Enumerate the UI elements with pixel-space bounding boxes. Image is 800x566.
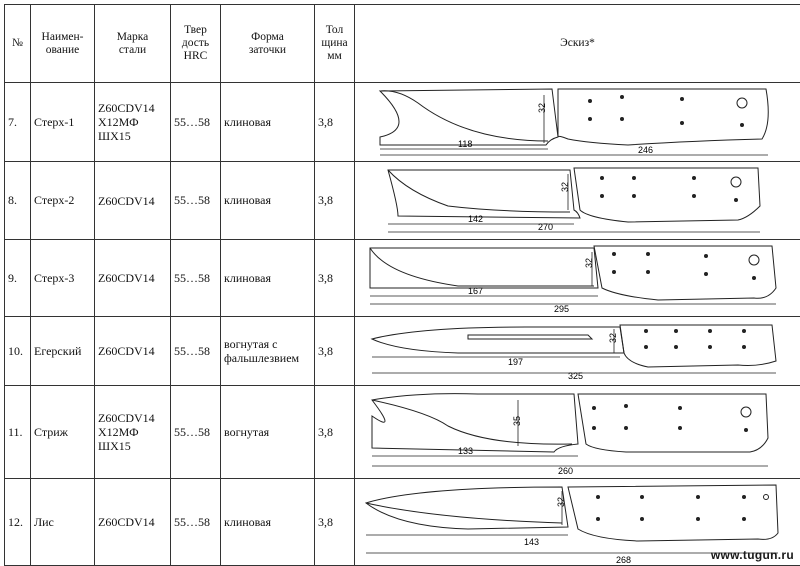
dim-height: 32 [608,332,618,343]
dim-height: 32 [584,257,594,268]
row-hardness: 55…58 [171,317,221,386]
header-row [5,5,800,83]
knife-sketch-drawing [358,386,800,478]
header-num: № [5,5,31,83]
row-thickness: 3,8 [315,317,355,386]
header-hardness: Твер дость HRC [171,5,221,83]
header-sketch: Эскиз* [355,5,800,83]
knife-sketch-drawing [358,240,800,316]
table-row [5,317,800,386]
row-name: Егерский [31,317,95,386]
table-row [5,240,800,317]
dim-height: 35 [512,415,522,426]
knife-sketch-drawing [358,83,800,161]
knife-sketch [355,240,800,317]
row-hardness: 55…58 [171,479,221,566]
row-edge: клиновая [221,83,315,162]
row-num: 12. [5,479,31,566]
knife-sketch [355,162,800,240]
row-steel: Z60CDV14 [95,240,171,317]
knife-sketch [355,83,800,162]
knife-sketch-drawing [358,317,800,385]
row-edge: клиновая [221,162,315,240]
knife-spec-table [4,4,800,566]
row-num: 7. [5,83,31,162]
row-thickness: 3,8 [315,162,355,240]
table-row [5,479,800,566]
dim-total: 270 [538,222,554,232]
dim-height: 32 [537,102,547,113]
row-thickness: 3,8 [315,240,355,317]
row-thickness: 3,8 [315,479,355,566]
table-row [5,162,800,240]
knife-sketch [355,386,800,479]
dim-blade: 142 [468,214,484,224]
row-name: Стерх-1 [31,83,95,162]
row-name: Лис [31,479,95,566]
table-row [5,386,800,479]
row-edge: клиновая [221,479,315,566]
row-edge: вогнутая с фальшлезвием [221,317,315,386]
row-name: Стерх-3 [31,240,95,317]
header-steel: Марка стали [95,5,171,83]
header-edge: Форма заточки [221,5,315,83]
table-row [5,83,800,162]
watermark: www.tugun.ru [710,548,794,562]
row-steel: Z60CDV14 [95,317,171,386]
row-steel: Z60CDV14 [95,162,171,240]
row-thickness: 3,8 [315,386,355,479]
row-steel: Z60CDV14 [95,479,171,566]
row-hardness: 55…58 [171,240,221,317]
row-num: 10. [5,317,31,386]
dim-total: 246 [638,145,654,155]
dim-total: 260 [558,466,574,476]
row-hardness: 55…58 [171,162,221,240]
row-num: 8. [5,162,31,240]
dim-total: 325 [568,371,584,381]
header-name: Наимен- ование [31,5,95,83]
knife-sketch [355,317,800,386]
row-name: Стриж [31,386,95,479]
header-thickness: Тол щина мм [315,5,355,83]
row-hardness: 55…58 [171,83,221,162]
row-num: 9. [5,240,31,317]
dim-blade: 197 [508,357,524,367]
row-name: Стерх-2 [31,162,95,240]
knife-sketch-drawing [358,162,800,239]
row-steel: Z60CDV14 X12МФ ШХ15 [95,386,171,479]
row-steel: Z60CDV14 X12МФ ШХ15 [95,83,171,162]
dim-total: 295 [554,304,570,314]
dim-blade: 143 [524,537,540,547]
row-hardness: 55…58 [171,386,221,479]
dim-blade: 118 [458,139,473,149]
row-edge: клиновая [221,240,315,317]
row-thickness: 3,8 [315,83,355,162]
dim-blade: 133 [458,446,474,456]
dim-height: 32 [560,181,570,192]
row-edge: вогнутая [221,386,315,479]
dim-total: 268 [616,555,632,565]
row-num: 11. [5,386,31,479]
dim-height: 32 [556,496,566,507]
dim-blade: 167 [468,286,484,296]
